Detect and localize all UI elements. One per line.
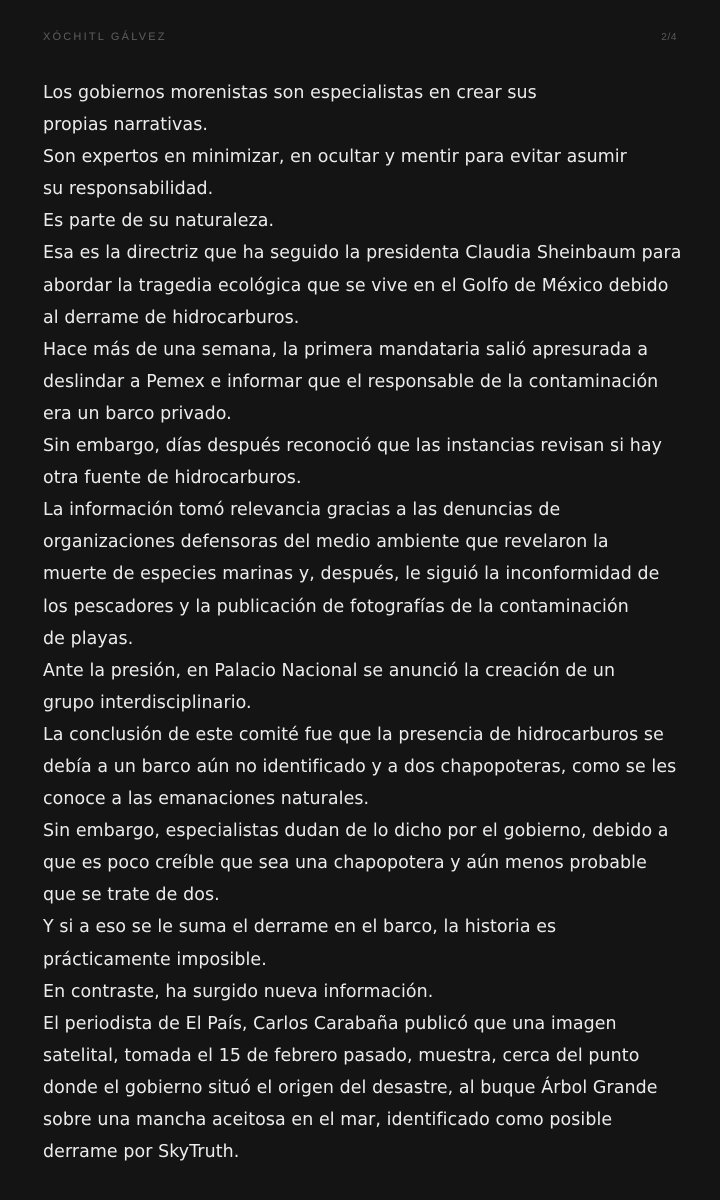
text-line: muerte de especies marinas y, después, le siguió la inconformidad de xyxy=(43,564,660,585)
text-line: era un barco privado. xyxy=(43,403,232,424)
text-line: derrame por SkyTruth. xyxy=(43,1142,240,1163)
text-line: La conclusión de este comité fue que la presencia de hidrocarburos se xyxy=(43,724,664,745)
author-name: XÓCHITL GÁLVEZ xyxy=(43,31,167,43)
text-line: que es poco creíble que sea una chapopotera y aún menos probable xyxy=(43,853,647,874)
article-body xyxy=(43,77,693,1168)
text-line: prácticamente imposible. xyxy=(43,949,267,970)
text-line: deslindar a Pemex e informar que el responsable de la contaminación xyxy=(43,371,659,392)
text-line: de playas. xyxy=(43,628,134,649)
text-line: Y si a eso se le suma el derrame en el barco, la historia es xyxy=(43,917,557,938)
page-header xyxy=(43,29,677,45)
text-line: Hace más de una semana, la primera mandataria salió apresurada a xyxy=(43,339,649,360)
text-line: que se trate de dos. xyxy=(43,885,220,906)
text-line: otra fuente de hidrocarburos. xyxy=(43,468,302,489)
text-line: organizaciones defensoras del medio ambiente que revelaron la xyxy=(43,532,609,553)
text-line: Esa es la directriz que ha seguido la presidenta Claudia Sheinbaum para xyxy=(43,243,682,264)
text-line: los pescadores y la publicación de fotografías de la contaminación xyxy=(43,596,629,617)
text-line: propias narrativas. xyxy=(43,115,208,136)
text-line: Es parte de su naturaleza. xyxy=(43,211,275,232)
text-line: debía a un barco aún no identificado y a dos chapopoteras, como se les xyxy=(43,756,677,777)
text-line: Sin embargo, especialistas dudan de lo dicho por el gobierno, debido a xyxy=(43,821,669,842)
text-line: Ante la presión, en Palacio Nacional se anunció la creación de un xyxy=(43,660,616,681)
text-line: Los gobiernos morenistas son especialistas en crear sus xyxy=(43,83,537,103)
text-line: su responsabilidad. xyxy=(43,179,214,200)
text-line: conoce a las emanaciones naturales. xyxy=(43,789,370,810)
text-line: sobre una mancha aceitosa en el mar, identificado como posible xyxy=(43,1110,613,1130)
text-line: al derrame de hidrocarburos. xyxy=(43,307,300,328)
text-line: Sin embargo, días después reconoció que las instancias revisan si hay xyxy=(43,436,663,457)
text-line: satelital, tomada el 15 de febrero pasado, muestra, cerca del punto xyxy=(43,1045,640,1066)
text-line: donde el gobierno situó el origen del desastre, al buque Árbol Grande xyxy=(43,1077,658,1098)
text-line: Son expertos en minimizar, en ocultar y mentir para evitar asumir xyxy=(43,147,627,168)
text-line: El periodista de El País, Carlos Carabaña publicó que una imagen xyxy=(43,1013,617,1034)
text-line: La información tomó relevancia gracias a las denuncias de xyxy=(43,500,561,521)
page-indicator: 2/4 xyxy=(661,31,677,43)
text-line: grupo interdisciplinario. xyxy=(43,692,252,713)
text-line: abordar la tragedia ecológica que se vive en el Golfo de México debido xyxy=(43,275,669,296)
text-line: En contraste, ha surgido nueva información. xyxy=(43,981,434,1002)
